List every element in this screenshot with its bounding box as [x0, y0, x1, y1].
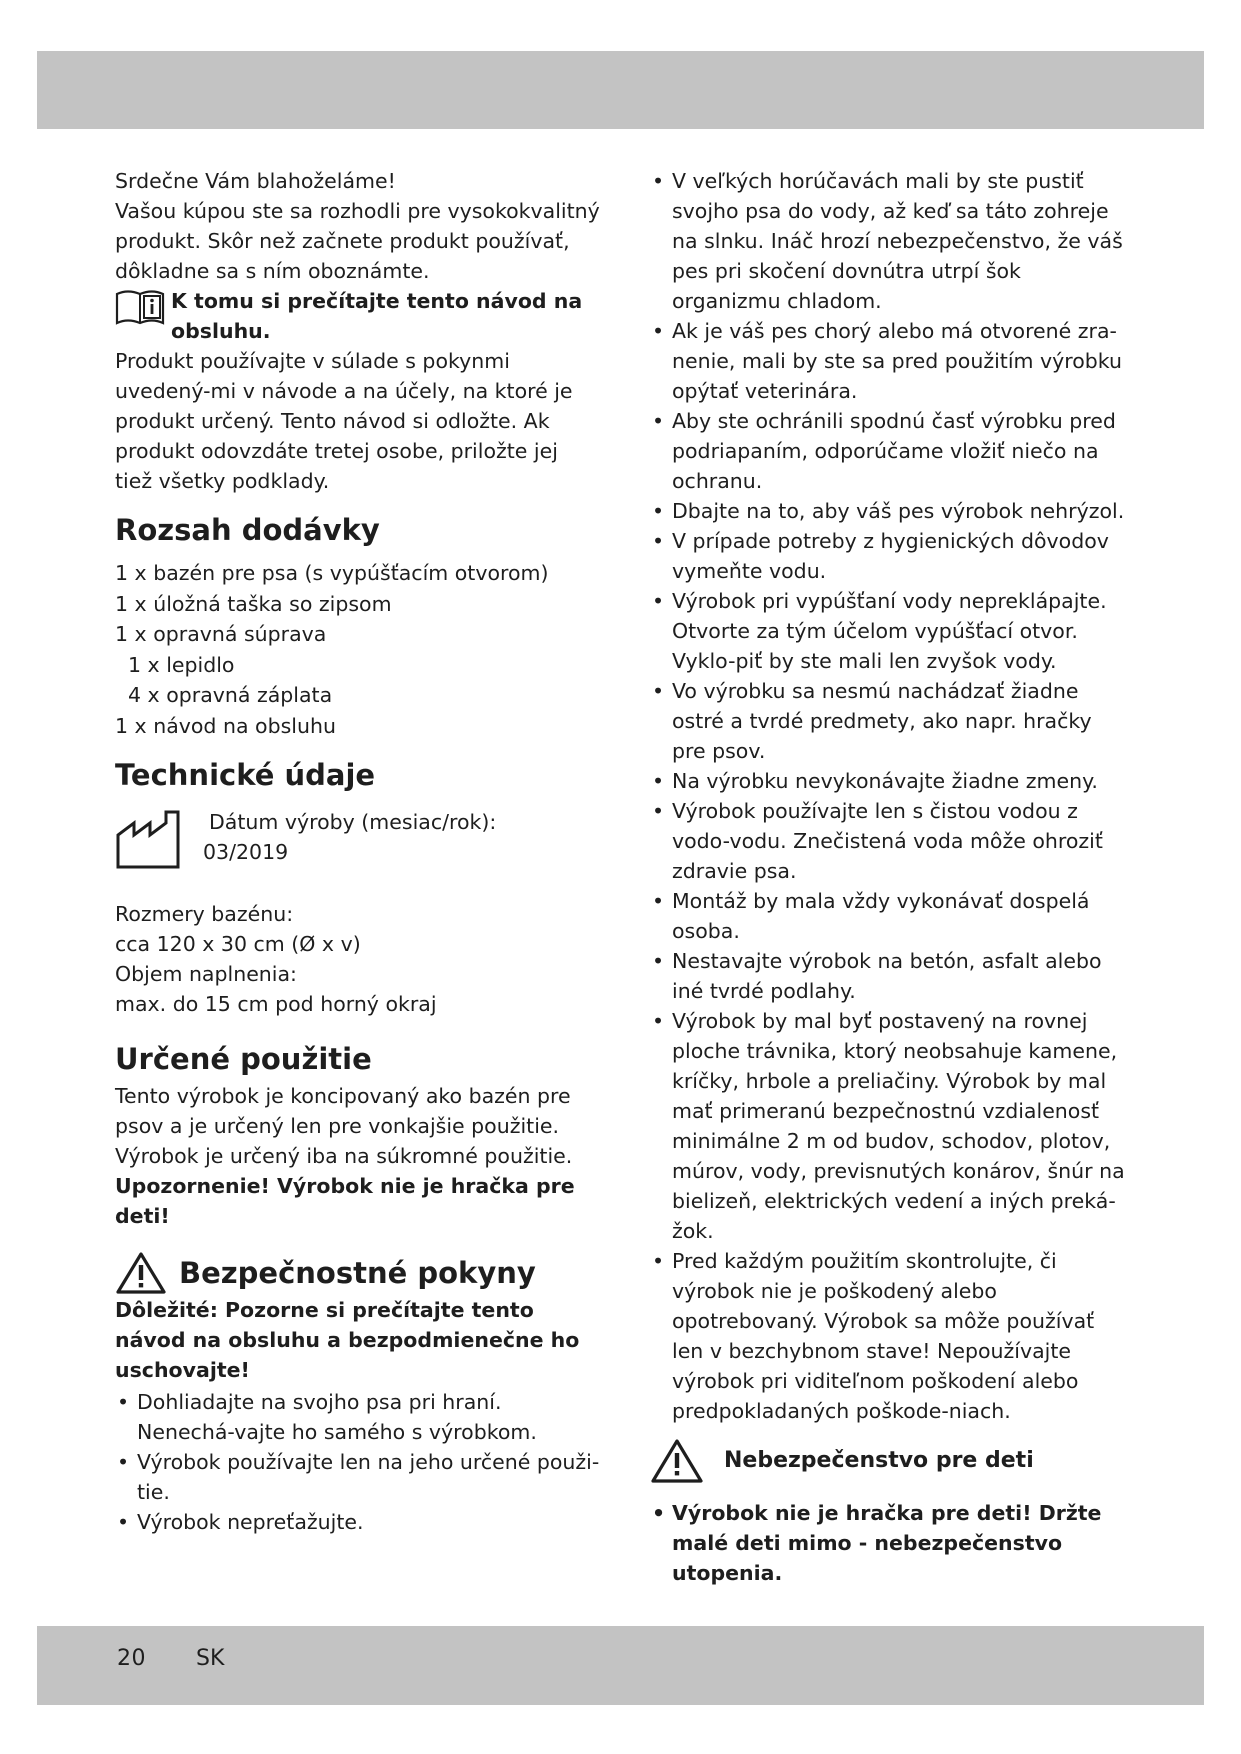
list-item: • Ak je váš pes chorý alebo má otvorené zra-nenie, mali by ste sa pred použitím výrobku opýtať veterinára. [650, 316, 1130, 406]
left-column [115, 166, 600, 1537]
children-list [650, 1498, 1130, 1588]
list-item: • Výrobok by mal byť postavený na rovnej ploche trávnika, ktorý neobsahuje kamene, kríčky, hrbole a preliačiny. Výrobok by mal mať primeranú bezpečnostnú vzdialenosť minimálne 2 m od budov, schodov, plotov, múrov, vody, previsnutých konárov, šnúr na bielizeň, elektrických vedení a iných preká-žok. [650, 1006, 1130, 1246]
list-item: • Výrobok nepreťažujte. [115, 1507, 600, 1537]
manual-info-icon [115, 288, 165, 326]
production-date-row [115, 807, 600, 875]
production-date-value: 03/2019 [203, 840, 289, 864]
right-column [650, 166, 1130, 1588]
list-item: 1 x bazén pre psa (s vypúšťacím otvorom) [115, 561, 549, 585]
list-item: • Výrobok nie je hračka pre deti! Držte malé deti mimo - nebezpečenstvo utopenia. [650, 1498, 1130, 1588]
language-code: SK [196, 1646, 225, 1671]
list-item: • V veľkých horúčavách mali by ste pustiť svojho psa do vody, až keď sa táto zohreje na slnku. Ináč hrozí nebezpečenstvo, že váš pes pri skočení dovnútra utrpí šok organizmu chladom. [650, 166, 1130, 316]
scope-list [115, 558, 600, 741]
list-item: 1 x opravná súprava [115, 622, 327, 646]
intro-greeting: Srdečne Vám blahoželáme! [115, 169, 396, 193]
list-item: 1 x návod na obsluhu [115, 713, 336, 738]
production-date-label: Dátum výroby (mesiac/rok): [209, 810, 497, 834]
safety-important: Dôležité: Pozorne si prečítajte tento návod na obsluhu a bezpodmienečne ho uschovajte! [115, 1298, 580, 1382]
list-item: • Pred každým použitím skontrolujte, či výrobok nie je poškodený alebo opotrebovaný. Výrobok sa môže používať len v bezchybnom stave! Nepoužívajte výrobok pri viditeľnom poškodení alebo predpokladaných poškode-niach. [650, 1246, 1130, 1426]
intended-use-title: Určené použitie [115, 1042, 372, 1076]
intended-use-warning: Upozornenie! Výrobok nie je hračka pre deti! [115, 1174, 575, 1228]
list-item: • Výrobok používajte len na jeho určené použi-tie. [115, 1447, 600, 1507]
list-item: • Dohliadajte na svojho psa pri hraní. Nenechá-vajte ho samého s výrobkom. [115, 1387, 600, 1447]
children-title: Nebezpečenstvo pre deti [724, 1448, 1034, 1473]
safety-list-left [115, 1387, 600, 1537]
read-manual-note [115, 286, 600, 346]
list-item: 1 x lepidlo [128, 652, 235, 677]
technical-title: Technické údaje [115, 758, 376, 792]
children-heading [650, 1438, 1130, 1484]
list-item: • Výrobok pri vypúšťaní vody nepreklápajte. Otvorte za tým účelom vypúšťací otvor. Vyklo-piť by ste mali len zvyšok vody. [650, 586, 1130, 676]
safety-heading [115, 1251, 600, 1295]
safety-title: Bezpečnostné pokyny [179, 1256, 536, 1290]
footer-bar [37, 1626, 1204, 1705]
page-number: 20 [117, 1646, 146, 1671]
list-item: • Nestavajte výrobok na betón, asfalt alebo iné tvrdé podlahy. [650, 946, 1130, 1006]
list-item: • Dbajte na to, aby váš pes výrobok nehrýzol. [650, 496, 1130, 526]
warning-icon [650, 1438, 704, 1484]
intro-paragraph: Vašou kúpou ste sa rozhodli pre vysokokvalitný produkt. Skôr než začnete produkt používať, dôkladne sa s ním oboznámte. [115, 199, 600, 283]
production-date-text [203, 807, 496, 867]
technical-line: max. do 15 cm pod horný okraj [115, 992, 437, 1016]
technical-line: cca 120 x 30 cm (Ø x v) [115, 932, 361, 956]
list-item: 1 x úložná taška so zipsom [115, 591, 392, 616]
list-item: • Na výrobku nevykonávajte žiadne zmeny. [650, 766, 1130, 796]
scope-title: Rozsah dodávky [115, 513, 380, 547]
list-item: • Montáž by mala vždy vykonávať dospelá osoba. [650, 886, 1130, 946]
dimensions-block [115, 899, 600, 1019]
list-item: • Aby ste ochránili spodnú časť výrobku pred podriapaním, odporúčame vložiť niečo na ochranu. [650, 406, 1130, 496]
list-item: • Vo výrobku sa nesmú nachádzať žiadne ostré a tvrdé predmety, ako napr. hračky pre psov. [650, 676, 1130, 766]
header-bar [37, 51, 1204, 129]
list-item: • V prípade potreby z hygienických dôvodov vymeňte vodu. [650, 526, 1130, 586]
technical-line: Rozmery bazénu: [115, 902, 294, 926]
factory-icon [115, 809, 183, 871]
list-item: • Výrobok používajte len s čistou vodou z vodo-vodu. Znečistená voda môže ohroziť zdravie psa. [650, 796, 1130, 886]
list-item: 4 x opravná záplata [128, 683, 333, 707]
read-manual-text: K tomu si prečítajte tento návod na obsluhu. [171, 289, 583, 343]
intro-usage-paragraph: Produkt používajte v súlade s pokynmi uvedený-mi v návode a na účely, na ktoré je produkt určený. Tento návod si odložte. Ak produkt odovzdáte tretej osobe, priložte jej tiež všetky podklady. [115, 349, 573, 493]
warning-icon [115, 1251, 167, 1295]
intended-use-paragraph: Tento výrobok je koncipovaný ako bazén pre psov a je určený len pre vonkajšie použitie. Výrobok je určený iba na súkromné použitie. [115, 1084, 573, 1168]
technical-line: Objem naplnenia: [115, 962, 297, 986]
safety-list-right [650, 166, 1130, 1426]
